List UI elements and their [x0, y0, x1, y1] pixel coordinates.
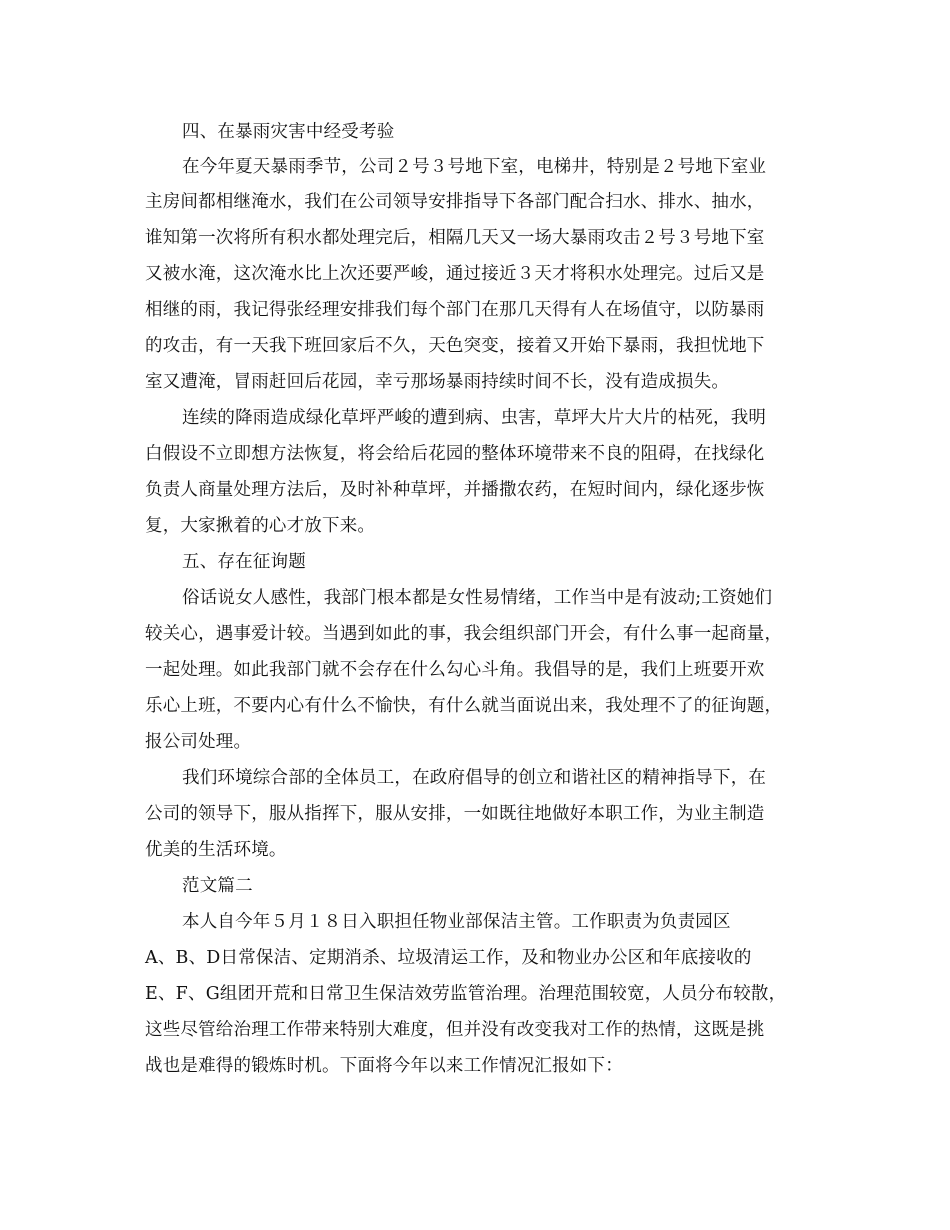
paragraph-line: 这些尽管给治理工作带来特别大难度，但并没有改变我对工作的热情，这既是挑: [145, 1020, 765, 1040]
section-heading-4: 四、在暴雨灾害中经受考验: [182, 122, 395, 142]
paragraph-line: 乐心上班，不要内心有什么不愉快，有什么就当面说出来，我处理不了的征询题，: [145, 696, 783, 716]
paragraph-line: 连续的降雨造成绿化草坪严峻的遭到病、虫害，草坪大片大片的枯死，我明: [182, 408, 767, 428]
paragraph-line: 又被水淹，这次淹水比上次还要严峻，通过接近３天才将积水处理完。过后又是: [145, 264, 765, 284]
paragraph-line: 谁知第一次将所有积水都处理完后，相隔几天又一场大暴雨攻击２号３号地下室: [145, 228, 765, 248]
paragraph-line: E、F、G组团开荒和日常卫生保洁效劳监管治理。治理范围较宽，人员分布较散，: [145, 984, 787, 1004]
paragraph-line: 报公司处理。: [145, 732, 252, 752]
paragraph-line: 负责人商量处理方法后，及时补种草坪，并播撒农药，在短时间内，绿化逐步恢: [145, 480, 765, 500]
paragraph-line: 俗话说女人感性，我部门根本都是女性易情绪，工作当中是有波动;工资她们: [182, 588, 773, 608]
paragraph-line: 室又遭淹，冒雨赶回后花园，幸亏那场暴雨持续时间不长，没有造成损失。: [145, 372, 730, 392]
paragraph-line: 主房间都相继淹水，我们在公司领导安排指导下各部门配合扫水、排水、抽水，: [145, 192, 765, 212]
paragraph-line: 较关心，遇事爱计较。当遇到如此的事，我会组织部门开会，有什么事一起商量，: [145, 624, 783, 644]
section-heading-sample-2: 范文篇二: [182, 876, 253, 896]
paragraph-line: A、B、D日常保洁、定期消杀、垃圾清运工作，及和物业办公区和年底接收的: [145, 948, 752, 968]
paragraph-line: 战也是难得的锻炼时机。下面将今年以来工作情况汇报如下：: [145, 1056, 623, 1076]
paragraph-line: 我们环境综合部的全体员工，在政府倡导的创立和谐社区的精神指导下，在: [182, 768, 767, 788]
paragraph-line: 复，大家揪着的心才放下来。: [145, 516, 376, 536]
paragraph-line: 白假设不立即想方法恢复，将会给后花园的整体环境带来不良的阻碍，在找绿化: [145, 444, 765, 464]
paragraph-line: 一起处理。如此我部门就不会存在什么勾心斗角。我倡导的是，我们上班要开欢: [145, 660, 765, 680]
paragraph-line: 优美的生活环境。: [145, 840, 287, 860]
section-heading-5: 五、存在征询题: [182, 552, 306, 572]
paragraph-line: 相继的雨，我记得张经理安排我们每个部门在那几天得有人在场值守，以防暴雨: [145, 300, 765, 320]
paragraph-line: 公司的领导下，服从指挥下，服从安排，一如既往地做好本职工作，为业主制造: [145, 804, 765, 824]
paragraph-line: 的攻击，有一天我下班回家后不久，天色突变，接着又开始下暴雨，我担忧地下: [145, 336, 765, 356]
paragraph-line: 在今年夏天暴雨季节，公司２号３号地下室，电梯井，特别是２号地下室业: [182, 157, 767, 177]
paragraph-line: 本人自今年５月１８日入职担任物业部保洁主管。工作职责为负责园区: [182, 912, 731, 932]
